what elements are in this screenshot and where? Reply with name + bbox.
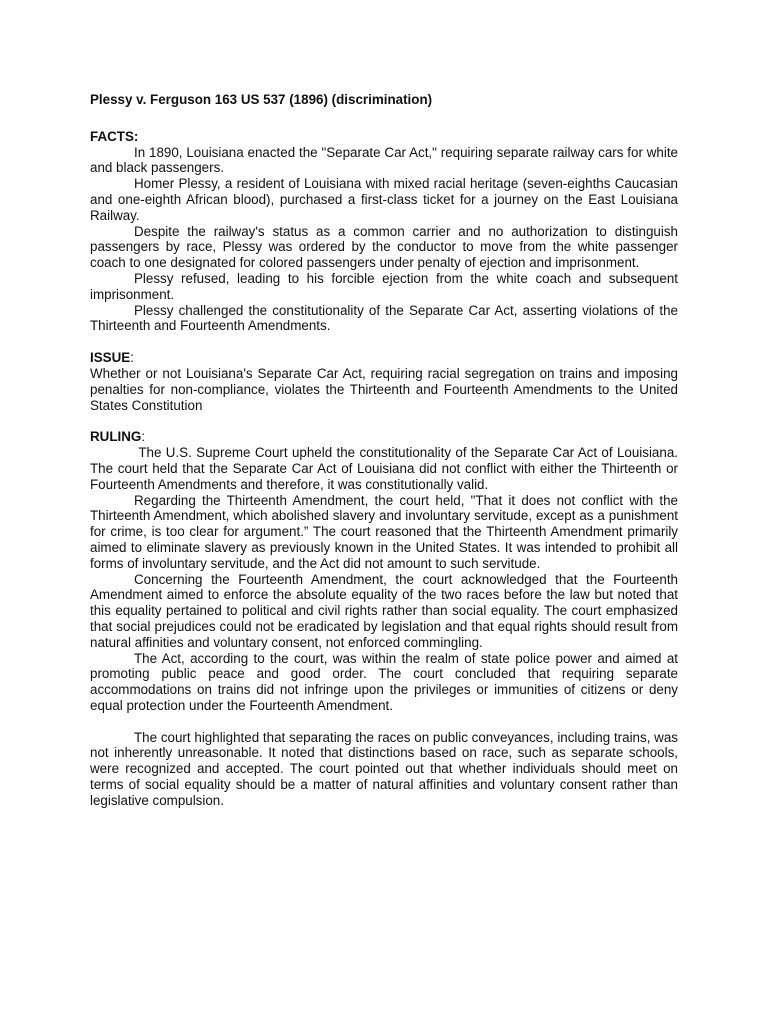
ruling-heading-label: RULING <box>90 429 142 445</box>
paragraph-gap <box>90 714 678 730</box>
ruling-closing-paragraph: The court highlighted that separating the races on public conveyances, including trains, was not inherently unreasonable. It noted that distinctions based on race, such as separate schools, were recognized and accepted. The court pointed out that whether individuals should meet on terms of social equality should be a matter of natural affinities and voluntary consent rather than legislative compulsion. <box>90 729 678 808</box>
facts-paragraph: In 1890, Louisiana enacted the "Separate Car Act," requiring separate railway cars for white and black passengers. <box>90 144 678 176</box>
ruling-section <box>90 429 682 808</box>
facts-paragraph: Plessy challenged the constitutionality of the Separate Car Act, asserting violations of the Thirteenth and Fourteenth Amendments. <box>90 302 678 334</box>
document-page <box>90 92 682 825</box>
ruling-paragraph: Concerning the Fourteenth Amendment, the court acknowledged that the Fourteenth Amendment aimed to enforce the absolute equality of the two races before the law but noted that this equality pertained to political and civil rights rather than social equality. The court emphasized that social prejudices could not be eradicated by legislation and that equal rights should result from natural affinities and voluntary consent, not enforced commingling. <box>90 571 678 650</box>
ruling-paragraph: Regarding the Thirteenth Amendment, the court held, "That it does not conflict with the Thirteenth Amendment, which abolished slavery and involuntary servitude, except as a punishment for crime, is too clear for argument.” The court reasoned that the Thirteenth Amendment primarily aimed to eliminate slavery as previously known in the United States. It was intended to prohibit all forms of involuntary servitude, and the Act did not amount to such servitude. <box>90 492 678 571</box>
facts-paragraph: Despite the railway's status as a common carrier and no authorization to distinguish passengers by race, Plessy was ordered by the conductor to move from the white passenger coach to one designated for colored passengers under penalty of ejection and imprisonment. <box>90 223 678 271</box>
facts-paragraph: Homer Plessy, a resident of Louisiana with mixed racial heritage (seven-eighths Caucasian and one-eighth African blood), purchased a first-class ticket for a journey on the East Louisiana Railway. <box>90 176 678 223</box>
facts-paragraph: Plessy refused, leading to his forcible ejection from the white coach and subsequent imprisonment. <box>90 270 678 302</box>
issue-section <box>90 350 678 413</box>
ruling-paragraph: The U.S. Supreme Court upheld the constitutionality of the Separate Car Act of Louisiana. The court held that the Separate Car Act of Louisiana did not conflict with either the Thirteenth or Fourteenth Amendments and therefore, it was constitutionally valid. <box>90 445 682 492</box>
facts-heading: FACTS: <box>90 128 139 144</box>
issue-heading-label: ISSUE <box>90 350 131 366</box>
ruling-paragraph: The Act, according to the court, was within the realm of state police power and aimed at promoting public peace and good order. The court concluded that requiring separate accommodations on trains did not infringe upon the privileges or immunities of citizens or deny equal protection under the Fourteenth Amendment. <box>90 650 678 713</box>
facts-section <box>90 129 678 334</box>
ruling-heading <box>90 429 678 445</box>
issue-text: Whether or not Louisiana's Separate Car Act, requiring racial segregation on trains and imposing penalties for non-compliance, violates the Thirteenth and Fourteenth Amendments to the United States Constitution <box>90 365 678 413</box>
issue-heading-colon: : <box>130 350 134 366</box>
document-title: Plessy v. Ferguson 163 US 537 (1896) (discrimination) <box>90 92 433 107</box>
issue-heading <box>90 350 678 366</box>
ruling-heading-colon: : <box>141 429 146 445</box>
